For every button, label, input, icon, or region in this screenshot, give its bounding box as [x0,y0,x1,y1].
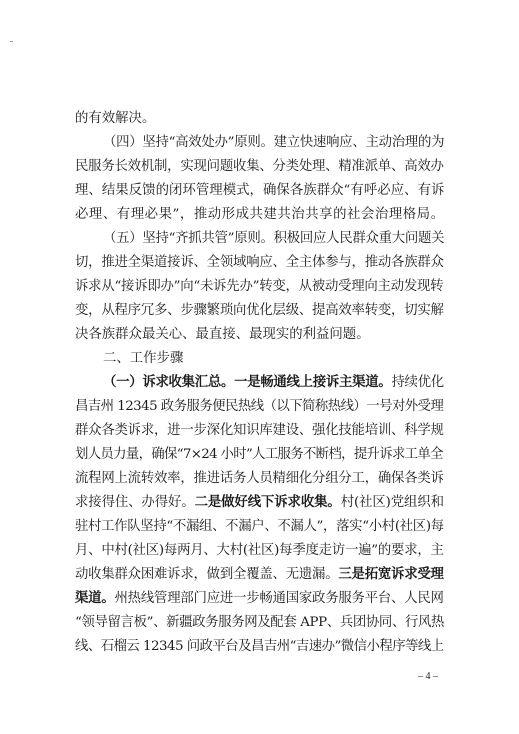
text-line [103,374,444,391]
bold-text: 三是拓宽诉求受理 [338,566,444,582]
text: 二、工作步骤 [103,351,184,366]
text-line [75,182,444,199]
text: 流程网上流转效率，推进话务人员精细化分组分工，确保各类诉 [75,471,444,486]
text: 月、中村(社区)每两月、大村(社区)每季度走访一遍”的要求，主 [75,543,444,558]
text-line [103,134,444,151]
text: 动收集群众困难诉求，做到全覆盖、无遗漏。 [75,567,339,582]
text-line [75,398,443,415]
text: 持续优化 [391,375,444,390]
text: 求接得住、办得好。 [75,495,195,510]
text: 民服务长效机制，实现问题收集、分类处理、精准派单、高效办 [75,159,444,174]
text-line [75,110,155,127]
text: 决各族群众最关心、最直接、最现实的利益问题。 [75,327,370,342]
text: 必理、有理必果”，推动形成共建共治共享的社会治理格局。 [75,207,445,222]
bold-text: （一）诉求收集汇总。一是畅通线上接诉主渠道。 [103,374,392,390]
text-line [75,254,444,271]
bold-text: 二是做好线下诉求收集。 [194,494,341,510]
text: 切，推进全渠道接诉、全领域响应、全主体参与，推动各族群众 [75,255,444,270]
text-line [75,638,444,655]
text: 诉求从“接诉即办”向“未诉先办”转变，从被动受理向主动发现转 [75,279,444,294]
scan-mark [10,41,13,42]
text: “领导留言板”、新疆政务服务网及配套 APP、兵团协同、行风热 [75,615,445,630]
text: 州热线管理部门应进一步畅通国家政务服务平台、人民网 [114,591,444,606]
text: 变，从程序冗多、步骤繁琐向优化层级、提高效率转变，切实解 [75,303,444,318]
text-line [75,470,444,487]
page-number: – 4 – [418,671,438,682]
text: 村(社区)党组织和 [340,495,444,510]
text-line [75,542,444,559]
text: 驻村工作队坚持“不漏组、不漏户、不漏人”，落实“小村(社区)每 [75,519,444,534]
text: 的有效解决。 [75,111,156,126]
bold-text: 渠道。 [75,590,115,606]
text-line [75,206,445,223]
text-line [75,158,444,175]
text: 线、石榴云 12345 问政平台及昌吉州“吉速办”微信小程序等线上 [75,639,444,654]
text: 理、结果反馈的闭环管理模式，确保各族群众“有呼必应、有诉 [75,183,445,198]
section-heading [103,350,183,367]
text: 群众各类诉求，进一步深化知识库建设、强化技能培训、科学规 [75,423,444,438]
text-line [75,566,444,583]
text: 划人员力量，确保“7×24 小时”人工服务不断档，提升诉求工单全 [75,447,443,462]
text-line [103,230,444,247]
text-line [75,446,443,463]
text-line [75,494,444,511]
text: （五）坚持“齐抓共管”原则。积极回应人民群众重大问题关 [103,231,445,246]
text-line [75,614,444,631]
text: （四）坚持“高效处办”原则。建立快速响应、主动治理的为 [103,135,445,150]
text-line [75,326,370,343]
text-line [75,518,444,535]
text-line [75,302,444,319]
text-line [75,278,443,295]
text-line [75,590,444,607]
text-line [75,422,444,439]
text: 昌吉州 12345 政务服务便民热线（以下简称热线）一号对外受理 [75,399,444,414]
